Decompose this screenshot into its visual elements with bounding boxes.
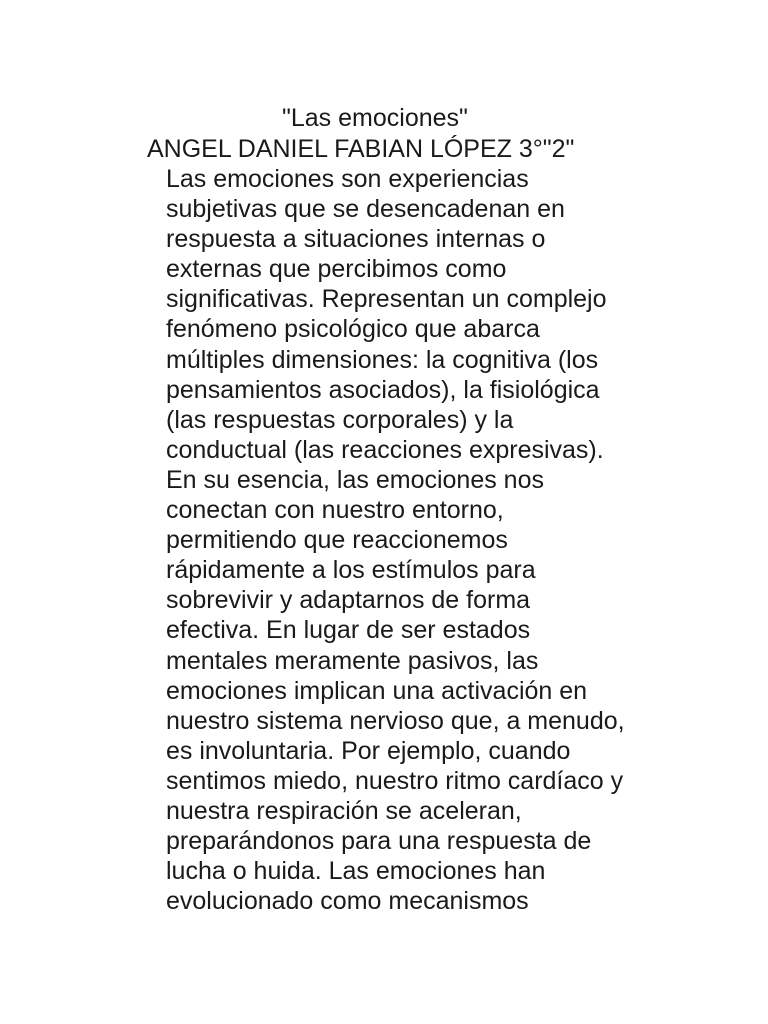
body-line: permitiendo que reaccionemos — [166, 526, 508, 555]
body-line: mentales meramente pasivos, las — [166, 646, 539, 675]
body-line: rápidamente a los estímulos para — [166, 556, 536, 585]
body-line: significativas. Representan un complejo — [166, 285, 607, 314]
document-title: "Las emociones" — [282, 104, 468, 132]
body-line: respuesta a situaciones internas o — [166, 225, 546, 254]
body-line: sentimos miedo, nuestro ritmo cardíaco y — [166, 766, 624, 795]
body-line: evolucionado como mecanismos — [166, 887, 529, 916]
body-line: Las emociones son experiencias — [166, 165, 529, 193]
body-line: pensamientos asociados), la fisiológica — [166, 375, 600, 404]
body-line: conductual (las reacciones expresivas). — [166, 435, 604, 464]
body-line: conectan con nuestro entorno, — [166, 496, 504, 525]
body-line: emociones implican una activación en — [166, 676, 588, 705]
body-line: nuestro sistema nervioso que, a menudo, — [166, 706, 625, 735]
body-line: En su esencia, las emociones nos — [166, 465, 544, 494]
body-line: nuestra respiración se aceleran, — [166, 796, 522, 825]
body-line: lucha o huida. Las emociones han — [166, 857, 546, 886]
body-line: múltiples dimensiones: la cognitiva (los — [166, 345, 599, 374]
body-line: preparándonos para una respuesta de — [166, 827, 592, 856]
body-line: es involuntaria. Por ejemplo, cuando — [166, 736, 571, 765]
body-line: fenómeno psicológico que abarca — [166, 315, 540, 344]
body-line: subjetivas que se desencadenan en — [166, 195, 565, 224]
body-line: externas que percibimos como — [166, 255, 507, 284]
body-line: (las respuestas corporales) y la — [166, 405, 514, 434]
author-line: ANGEL DANIEL FABIAN LÓPEZ 3°"2" — [147, 135, 575, 163]
body-line: sobrevivir y adaptarnos de forma — [166, 586, 531, 615]
body-paragraph — [166, 164, 686, 916]
body-line: efectiva. En lugar de ser estados — [166, 616, 531, 645]
